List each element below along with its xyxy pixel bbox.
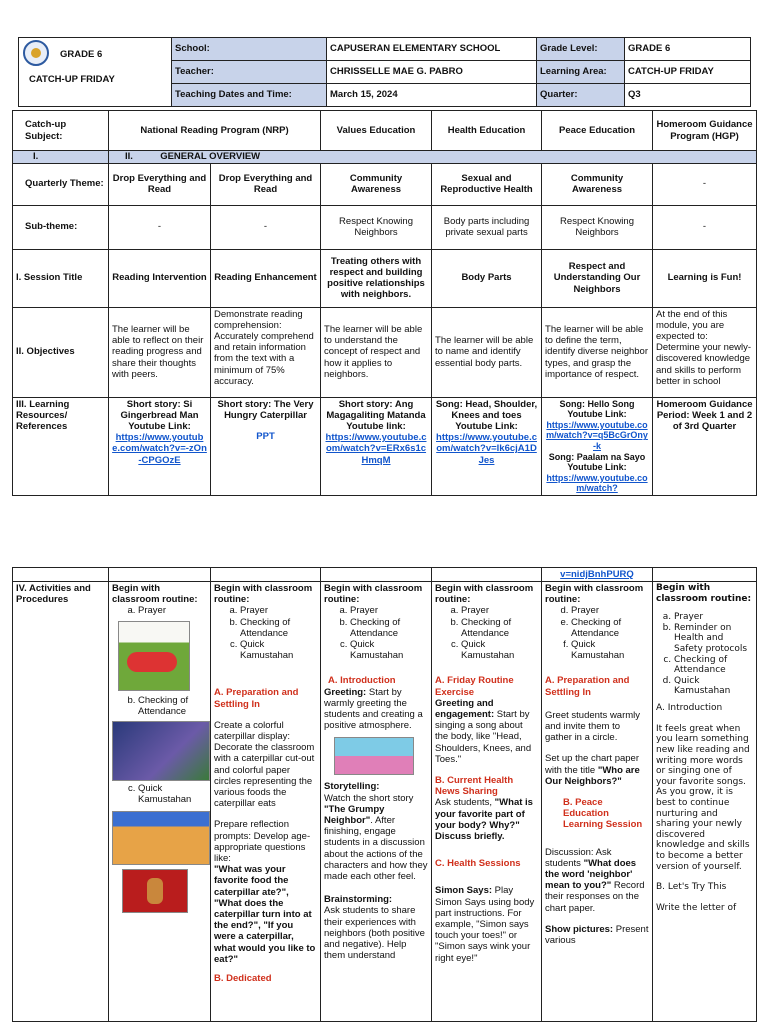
chart-setup-text: Set up the chart paper with the title: [545, 753, 640, 776]
simon-says-text: Play Simon Says using body part instructions. For example, "Simon says touch your toes!" or "Simon says wink your right eye!": [435, 885, 535, 964]
routine-item: a. Prayer: [240, 605, 317, 616]
resource-link-4[interactable]: https://www.youtube.com/watch?v=lk6cjA1DJes: [436, 432, 537, 466]
teacher-value: CHRISSELLE MAE G. PABRO: [327, 61, 537, 84]
theme-label: Quarterly Theme:: [13, 163, 109, 205]
friday-routine-heading: A. Friday Routine Exercise: [435, 675, 514, 698]
routine-item: b. Checking of Attendance: [138, 695, 207, 717]
greeting-text: Start by warmly greeting the students and creating a positive atmosphere.: [324, 686, 423, 732]
school-value: CAPUSERAN ELEMENTARY SCHOOL: [327, 38, 537, 61]
caterpillar-book-image: [118, 621, 190, 691]
activities-hgp: [653, 582, 757, 1022]
resource-link-5b[interactable]: https://www.youtube.com/watch?: [546, 472, 648, 494]
routine-item: f. Quick Kamustahan: [571, 639, 649, 661]
ask-question: "What is your favorite part of your body? Why?" Discuss briefly.: [435, 797, 533, 843]
activities-nrp-2: [211, 582, 321, 1022]
dates-value: March 15, 2024: [327, 84, 537, 107]
gingerbread-man-image: [112, 811, 210, 865]
session-peace: Respect and Understanding Our Neighbors: [542, 249, 653, 307]
theme-nrp-2: Drop Everything and Read: [211, 163, 321, 205]
overview-i: I.: [33, 151, 39, 162]
routine-item: c. Quick Kamustahan: [138, 783, 207, 805]
resources-peace: [542, 397, 653, 495]
prep-heading: A. Preparation and Settling In: [214, 687, 299, 710]
deped-seal-icon: [23, 40, 49, 66]
subtheme-nrp-2: -: [211, 205, 321, 249]
routine-heading-3: Begin with classroom routine:: [324, 583, 423, 606]
routine-item: d. Quick Kamustahan: [674, 676, 753, 697]
routine-item: c. Quick Kamustahan: [240, 639, 317, 661]
dedicated-heading: B. Dedicated: [214, 973, 272, 985]
session-nrp-2: Reading Enhancement: [211, 249, 321, 307]
general-overview-heading: [109, 151, 757, 164]
learning-area-label: Learning Area:: [537, 61, 625, 84]
routine-heading-5: Begin with classroom routine:: [545, 583, 644, 606]
subtheme-label: Sub-theme:: [13, 205, 109, 249]
routine-item: c. Quick Kamustahan: [461, 639, 538, 661]
resources-nrp-1: [109, 397, 211, 495]
subtheme-values: Respect Knowing Neighbors: [321, 205, 432, 249]
introduction-heading: A. Introduction: [328, 675, 396, 687]
health-sessions-heading: C. Health Sessions: [435, 858, 521, 870]
subtheme-hgp: -: [653, 205, 757, 249]
objectives-values: The learner will be able to understand the concept of respect and how it applies to neighbors.: [321, 307, 432, 397]
subtheme-nrp-1: -: [109, 205, 211, 249]
activities-nrp-1: [109, 582, 211, 1022]
engagement-label: Greeting and engagement:: [435, 697, 495, 721]
objectives-hgp: At the end of this module, you are expected to: Determine your newly-discovered knowledge and skills to perform better in school: [653, 307, 757, 397]
storytelling-label: Storytelling:: [324, 781, 380, 793]
resource-link-5a[interactable]: https://www.youtube.com/watch?v=q5BcGrOny-k: [546, 419, 648, 451]
routine-heading-4: Begin with classroom routine:: [435, 583, 534, 606]
objectives-peace: The learner will be able to define the term, identify diverse neighbor types, and grasp the importance of respect.: [542, 307, 653, 397]
objectives-label: II. Objectives: [13, 307, 109, 397]
overview-title: GENERAL OVERVIEW: [160, 151, 261, 162]
resources-hgp: Homeroom Guidance Period: Week 1 and 2 of 3rd Quarter: [653, 397, 757, 495]
theme-health: Sexual and Reproductive Health: [432, 163, 542, 205]
hgp-write-text: Write the letter of: [656, 902, 737, 913]
routine-item: d. Prayer: [571, 605, 649, 616]
hgp-intro-heading: A. Introduction: [656, 703, 723, 714]
session-health: Body Parts: [432, 249, 542, 307]
routine-item: b. Checking of Attendance: [461, 617, 538, 639]
resource-link-5b-cont[interactable]: v=nidjBnhPURQ: [542, 568, 653, 582]
story-text-1: Watch the short story: [324, 792, 414, 804]
learning-area-value: CATCH-UP FRIDAY: [625, 61, 751, 84]
activities-peace: [542, 582, 653, 1022]
session-nrp-1: Reading Intervention: [109, 249, 211, 307]
theme-peace: Community Awareness: [542, 163, 653, 205]
theme-values: Community Awareness: [321, 163, 432, 205]
quarter-value: Q3: [625, 84, 751, 107]
quarter-label: Quarter:: [537, 84, 625, 107]
story-title: "The Grumpy Neighbor": [324, 803, 385, 827]
theme-hgp: -: [653, 163, 757, 205]
subtheme-health: Body parts including private sexual parts: [432, 205, 542, 249]
resource-title-3: Short story: Ang Magagaliting Matanda Youtube link:: [326, 398, 426, 432]
ask-text: Ask students,: [435, 797, 495, 809]
objectives-nrp-1: The learner will be able to reflect on their reading progress and share their thoughts with peers.: [109, 307, 211, 397]
resource-title-5a: Song: Hello Song Youtube Link:: [559, 398, 635, 420]
greet-students-text: Greet students warmly and invite them to gather in a circle.: [545, 709, 641, 744]
peace-prep-heading: A. Preparation and Settling In: [545, 675, 630, 698]
grade-level-label: Grade Level:: [537, 38, 625, 61]
resources-nrp-2: [211, 397, 321, 495]
session-label: I. Session Title: [13, 249, 109, 307]
discussion-text-2: Record their responses on the chart paper.: [545, 880, 645, 914]
grade-level-value: GRADE 6: [625, 38, 751, 61]
simon-says-label: Simon Says:: [435, 885, 493, 897]
hgp-intro-text: It feels great when you learn something new like reading and writing more words or singing one of your favorite songs. As you grow, it is best to continue nurturing and sharing your newly discovered knowledge and skills to become a better version of yourself.: [656, 723, 750, 872]
show-pictures-text: Present various: [545, 923, 649, 947]
resources-values: [321, 397, 432, 495]
teacher-label: Teacher:: [172, 61, 327, 84]
peace-learning-heading: B. Peace Education Learning Session: [563, 797, 643, 831]
story-scenes-image: [112, 721, 210, 781]
prompt-paragraph: Prepare reflection prompts: Develop age-appropriate questions like:: [214, 819, 311, 865]
resource-link-3[interactable]: https://www.youtube.com/watch?v=ERx6s1cHmqM: [325, 432, 427, 466]
storytelling-image: [334, 737, 414, 775]
resources-label: III. Learning Resources/ References: [13, 397, 109, 495]
school-seal-cell: [19, 38, 172, 107]
dates-label: Teaching Dates and Time:: [172, 84, 327, 107]
lesson-plan-table: [12, 110, 757, 496]
engagement-text: Start by singing a song about the body, like "Head, Shoulders, Knees, and Toes.": [435, 709, 532, 765]
hgp-header: Homeroom Guidance Program (HGP): [653, 111, 757, 151]
header-table: [18, 37, 751, 107]
activities-values: [321, 582, 432, 1022]
objectives-nrp-2: Demonstrate reading comprehension: Accurately comprehend and retain information from the text with a minimum of 75% accuracy.: [211, 307, 321, 397]
show-pictures-label: Show pictures:: [545, 923, 614, 935]
session-hgp: Learning is Fun!: [653, 249, 757, 307]
routine-heading-2: Begin with classroom routine:: [214, 583, 313, 606]
brainstorming-text: Ask students to share their experiences with neighbors (both positive and negative). Help them understand: [324, 905, 425, 962]
grade-heading: GRADE 6: [60, 49, 103, 60]
school-label: School:: [172, 38, 327, 61]
activities-label: IV. Activities and Procedures: [13, 582, 109, 1022]
overview-ii: II.: [125, 151, 133, 162]
greeting-label: Greeting:: [324, 686, 367, 698]
values-header: Values Education: [321, 111, 432, 151]
routine-item: c. Checking of Attendance: [674, 655, 753, 676]
discussion-question: "What does the word 'neighbor' mean to you?": [545, 857, 637, 892]
resource-title-5b: Song: Paalam na Sayo Youtube Link:: [548, 451, 646, 473]
theme-nrp-1: Drop Everything and Read: [109, 163, 211, 205]
routine-item: a. Prayer: [138, 605, 207, 616]
resource-title-4: Song: Head, Shoulder, Knees and toes Youtube Link:: [435, 398, 538, 432]
routine-item: b. Reminder on Health and Safety protocols: [674, 623, 753, 655]
routine-heading-1: Begin with classroom routine:: [112, 583, 198, 606]
objectives-health: The learner will be able to name and identify essential body parts.: [432, 307, 542, 397]
routine-item: b. Checking of Attendance: [350, 617, 428, 639]
routine-item: e. Checking of Attendance: [571, 617, 649, 639]
session-values: Treating others with respect and building positive relationships with neighbors.: [321, 249, 432, 307]
routine-item: b. Checking of Attendance: [240, 617, 317, 639]
activities-health: [432, 582, 542, 1022]
health-news-heading: B. Current Health News Sharing: [435, 775, 514, 798]
program-heading: CATCH-UP FRIDAY: [29, 74, 115, 86]
hgp-try-heading: B. Let's Try This: [656, 882, 727, 893]
subject-label: Catch-up Subject:: [13, 111, 109, 151]
overview-num-1: [13, 151, 109, 164]
resources-health: [432, 397, 542, 495]
peace-header: Peace Education: [542, 111, 653, 151]
chart-title: "Who are Our Neighbors?": [545, 764, 640, 787]
routine-heading-6: Begin with classroom routine:: [656, 583, 752, 604]
routine-item: a. Prayer: [674, 612, 753, 623]
resource-title-1: Short story: Si Gingerbread Man Youtube Link:: [120, 398, 199, 432]
story-text-2: . After finishing, engage students in a discussion about the actions of the characters and how they made each other feel.: [324, 815, 428, 883]
resource-link-1[interactable]: https://www.youtube.com/watch?v=-zOn-CPGOzE: [112, 432, 207, 466]
health-header: Health Education: [432, 111, 542, 151]
resource-title-2: Short story: The Very Hungry Caterpillar: [217, 398, 314, 421]
routine-item: a. Prayer: [350, 605, 428, 616]
brainstorming-label: Brainstorming:: [324, 894, 393, 906]
resource-ppt: PPT: [256, 430, 275, 442]
prep-paragraph: Create a colorful caterpillar display: Decorate the classroom with a caterpillar cut-out and colorful paper circles representing the various foods the caterpillar eats: [214, 719, 315, 810]
subtheme-peace: Respect Knowing Neighbors: [542, 205, 653, 249]
prompt-questions: "What was your favorite food the caterpillar ate?", "What does the caterpillar turn into at the end?", "If you were a caterpillar, what would you like to eat?": [214, 864, 316, 965]
nrp-header: National Reading Program (NRP): [109, 111, 321, 151]
routine-item: a. Prayer: [461, 605, 538, 616]
activities-table: [12, 567, 757, 1022]
discussion-text: Discussion: Ask students: [545, 846, 612, 869]
routine-item: c. Quick Kamustahan: [350, 639, 428, 661]
gingerbread-cookie-image: [122, 869, 188, 913]
